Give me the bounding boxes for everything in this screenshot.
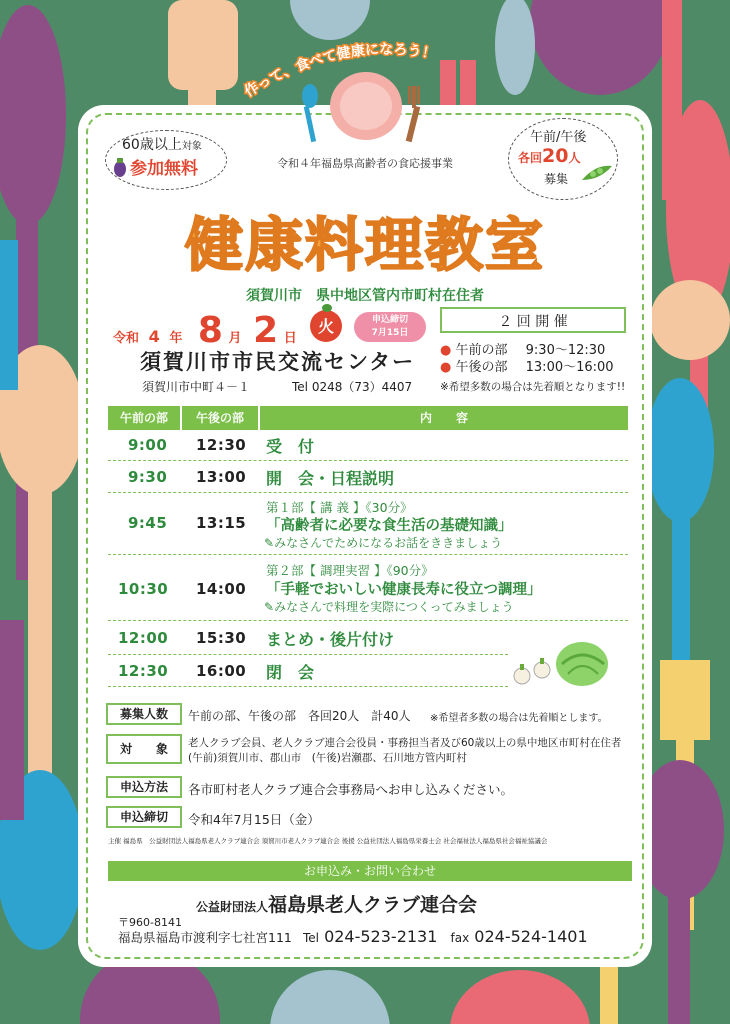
badge-each: 各回	[518, 151, 543, 165]
header-am: 午前の部	[108, 406, 180, 430]
row-pm-time: 14:00	[196, 580, 247, 598]
arc-headline-text: 作って、食べて健康になろう！	[241, 41, 438, 101]
pencil-icon: ✎	[264, 600, 275, 614]
date-year-unit: 年	[169, 331, 183, 346]
row-title: まとめ・後片付け	[266, 630, 395, 649]
tomato-stem-icon	[322, 304, 332, 312]
spoon-icon	[302, 84, 318, 142]
target-line1: 老人クラブ会員、老人クラブ連合会役員・事務担当者及び60歳以上の県中地区市町村在住者	[188, 737, 622, 749]
deadline-value: 令和4年7月15日（金）	[188, 812, 320, 827]
session-am-label: 午前の部	[455, 343, 508, 358]
badge-count: 20	[542, 145, 569, 167]
row-sub: みなさんで料理を実際につくってみましょう	[274, 600, 514, 614]
badge-am-pm: 午前/午後	[530, 130, 587, 145]
badge-age-suffix: 対象	[181, 141, 202, 152]
row-divider	[108, 620, 628, 621]
session-am-time: 9:30～12:30	[525, 343, 606, 358]
badge-free: 参加無料	[130, 159, 198, 179]
row-pm-time: 15:30	[196, 629, 247, 647]
row-am-time: 10:30	[118, 580, 169, 598]
row-title: 「高齢者に必要な食生活の基礎知識」	[266, 518, 513, 534]
target-line2: (午前)須賀川市、郡山市 (午後)岩瀬郡、石川地方管内町村	[188, 752, 467, 764]
row-divider	[108, 654, 508, 655]
row-am-time: 9:00	[128, 436, 168, 454]
row-sub: みなさんでためになるお話をききましょう	[274, 536, 503, 550]
date-day: 2	[253, 310, 279, 351]
turnip-icon	[514, 664, 530, 684]
fork-icon	[406, 86, 421, 142]
page-title: 健康料理教室	[184, 211, 545, 279]
sponsor-line: 令和４年福島県高齢者の食応援事業	[277, 157, 453, 170]
contact-postal: 〒960-8141	[118, 916, 182, 929]
contact-line	[118, 927, 588, 946]
organizers: 主催 福島県 公益財団法人福島県老人クラブ連合会 須賀川市老人クラブ連合会 後援 公益社団法人福島県栄養士会 社会福祉法人福島県社会福祉協議会	[108, 837, 548, 845]
session-pm-label: 午後の部	[455, 360, 508, 375]
venue-tel: Tel 0248（73）4407	[292, 380, 413, 394]
spoon-icon	[270, 970, 390, 1024]
date-year: 4	[148, 327, 160, 346]
spoon-icon	[530, 0, 670, 95]
row-pm-time: 13:15	[196, 514, 247, 532]
contact-fax: 024-524-1401	[474, 927, 588, 946]
row-part: 第１部【 講 義 】《30分》	[266, 500, 413, 515]
org-name: 福島県老人クラブ連合会	[268, 894, 478, 916]
row-pm-time: 12:30	[196, 436, 247, 454]
org-prefix: 公益財団法人	[196, 900, 269, 914]
spoon-icon	[495, 0, 535, 95]
row-divider	[108, 492, 628, 493]
venue-name: 須賀川市市民交流センター	[140, 350, 416, 374]
date-day-unit: 日	[283, 331, 297, 346]
fax-label: fax	[450, 931, 470, 945]
deadline-badge-line1: 申込締切	[371, 315, 408, 325]
deadline-label: 申込締切	[106, 806, 182, 828]
event-date	[113, 310, 297, 351]
badge-recruit: 募集	[544, 172, 569, 186]
row-divider	[108, 460, 628, 461]
venue-address: 須賀川市中町４－１	[142, 380, 251, 394]
header-content: 内 容	[260, 406, 628, 430]
contact-org	[196, 890, 477, 917]
pencil-icon: ✎	[264, 536, 275, 550]
target-label: 対 象	[106, 734, 182, 764]
date-era: 令和	[113, 331, 140, 346]
deadline-badge	[354, 312, 426, 342]
tomato-icon: ●	[440, 343, 452, 358]
badge-age: 60歳以上	[122, 137, 182, 153]
row-pm-time: 16:00	[196, 662, 247, 680]
tomato-icon: ●	[440, 360, 452, 375]
target-area: 須賀川市 県中地区管内市町村在住者	[246, 288, 484, 304]
contact-tel: 024-523-2131	[324, 927, 438, 946]
weekday-tomato-badge: 火	[310, 310, 342, 342]
row-title: 受 付	[266, 437, 315, 456]
plate-icon	[300, 72, 430, 152]
row-am-time: 12:00	[118, 629, 169, 647]
row-pm-time: 13:00	[196, 468, 247, 486]
contact-bar: お申込み・お問い合わせ	[108, 861, 632, 881]
row-title: 「手軽でおいしい健康長寿に役立つ調理」	[266, 582, 542, 598]
capacity-label: 募集人数	[106, 703, 182, 725]
turnip-icon	[534, 658, 550, 678]
row-am-time: 12:30	[118, 662, 169, 680]
sessions-note: ※希望多数の場合は先着順となります!!	[440, 381, 626, 393]
spoon-icon	[450, 970, 590, 1024]
row-divider	[108, 554, 628, 555]
fork-icon	[0, 620, 24, 820]
capacity-value: 午前の部、午後の部 各回20人 計40人	[188, 709, 411, 723]
contact-address: 福島県福島市渡利字七社宮111	[118, 930, 292, 945]
fork-icon	[600, 960, 618, 1024]
method-value: 各市町村老人クラブ連合会事務局へお申し込みください。	[188, 782, 514, 797]
header-pm: 午後の部	[182, 406, 258, 430]
row-am-time: 9:45	[128, 514, 168, 532]
row-part: 第２部【 調理実習 】《90分》	[266, 563, 434, 578]
method-label: 申込方法	[106, 776, 182, 798]
row-title: 閉 会	[266, 663, 315, 682]
deadline-badge-line2: 7月15日	[371, 328, 409, 338]
vegetables-icon	[510, 640, 620, 690]
capacity-note: ※希望者多数の場合は先着順とします。	[430, 713, 608, 724]
sessions-title: ２ 回 開 催	[440, 307, 626, 333]
date-month: 8	[197, 310, 223, 351]
session-pm	[440, 356, 614, 375]
cabbage-icon	[556, 642, 608, 686]
date-month-unit: 月	[228, 331, 242, 346]
tel-label: Tel	[302, 931, 319, 945]
badge-count-unit: 人	[568, 151, 581, 165]
row-title: 開 会・日程説明	[266, 469, 395, 488]
row-divider	[108, 686, 508, 687]
session-pm-time: 13:00～16:00	[525, 360, 614, 375]
row-am-time: 9:30	[128, 468, 168, 486]
